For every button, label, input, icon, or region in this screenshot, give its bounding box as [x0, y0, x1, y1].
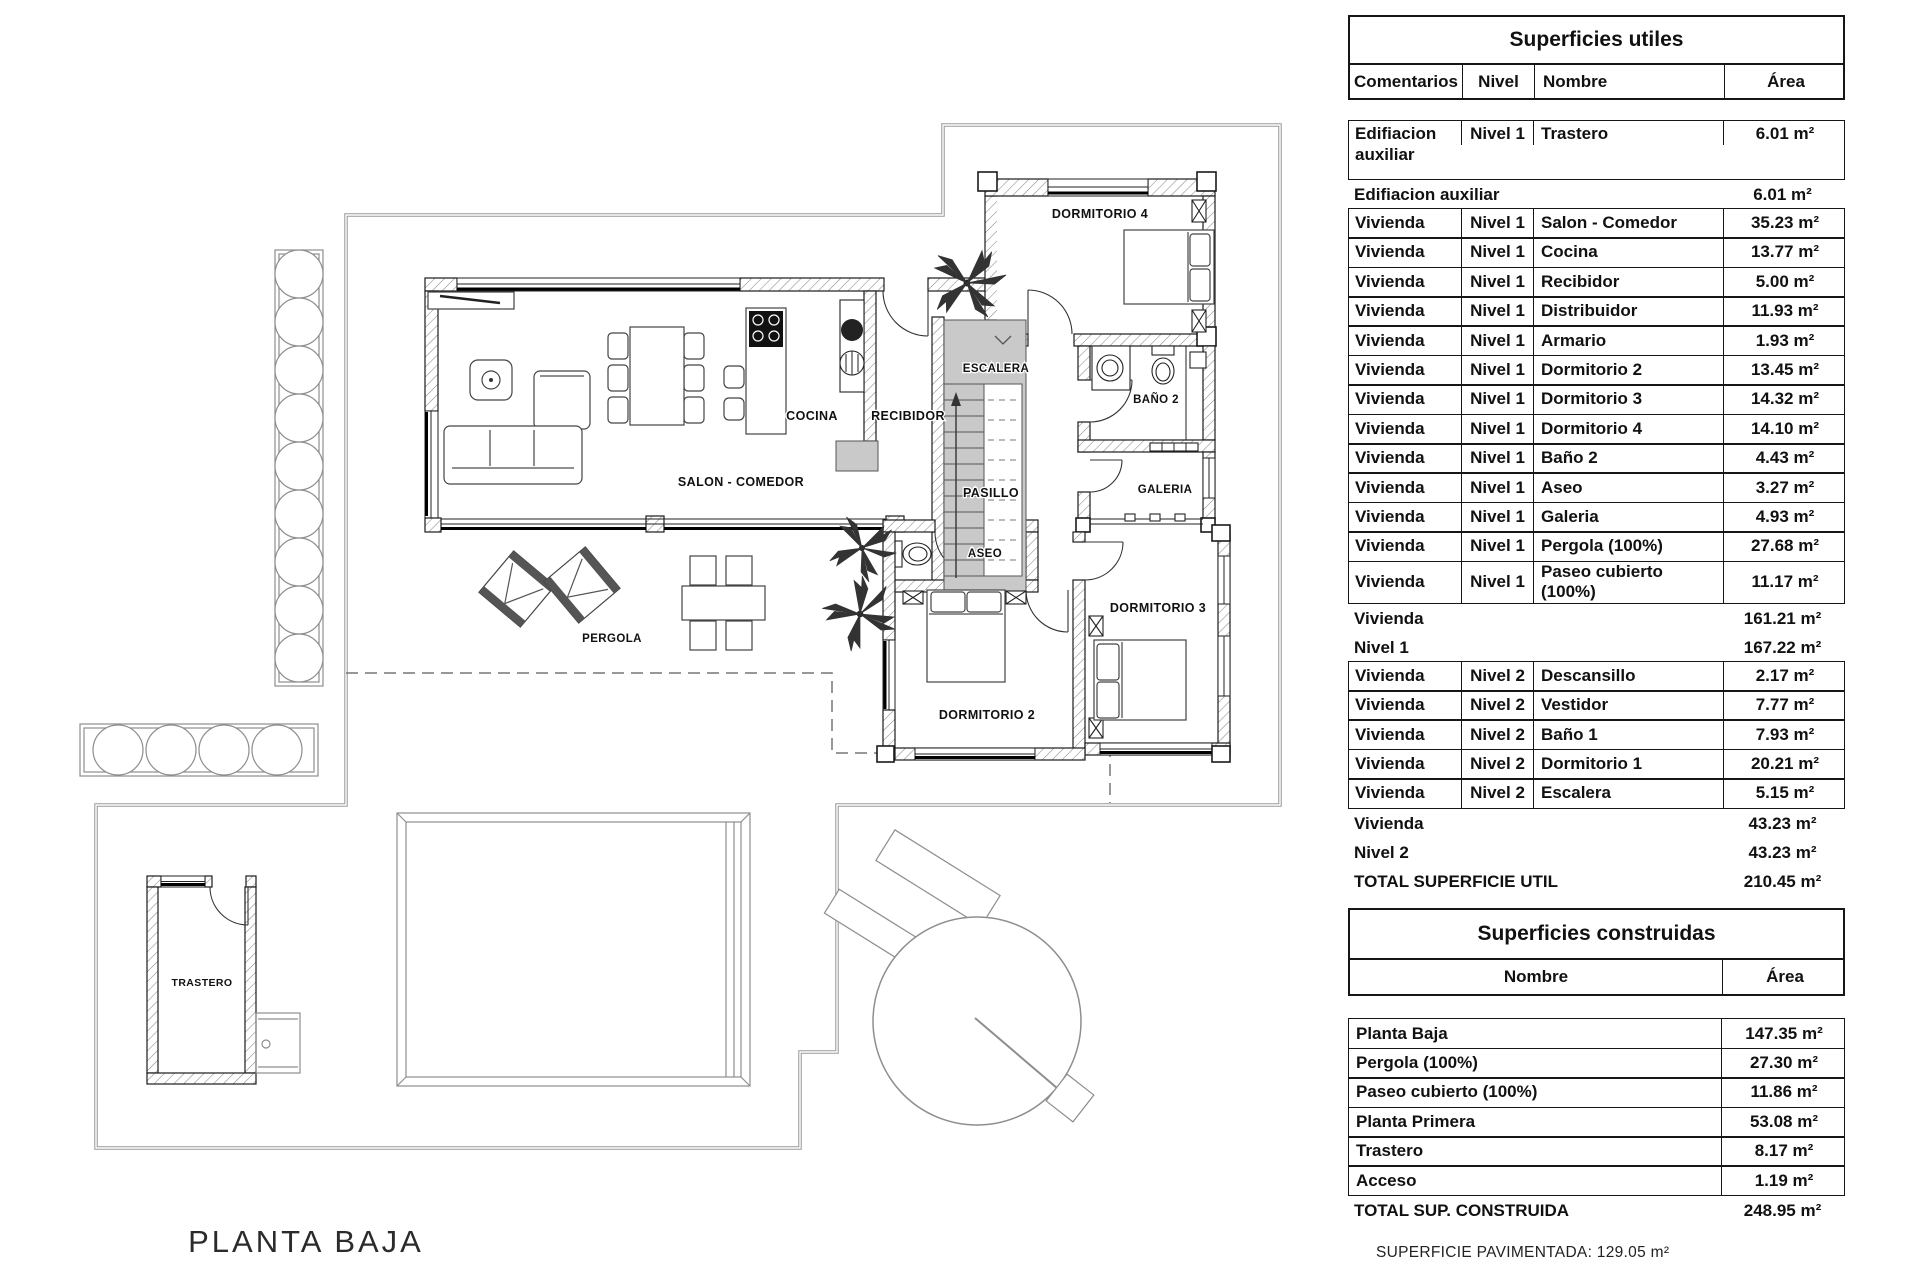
- col-comentarios: Comentarios: [1354, 71, 1458, 91]
- table-row: Trastero 8.17 m²: [1348, 1136, 1845, 1167]
- table-row: Acceso 1.19 m²: [1348, 1165, 1845, 1196]
- table-row: Vivienda Nivel 1 Dormitorio 3 14.32 m²: [1348, 384, 1845, 415]
- col-area: Área: [1722, 960, 1847, 994]
- subtotal-row: Nivel 2 43.23 m²: [1354, 842, 1817, 862]
- table-row: Vivienda Nivel 1 Baño 2 4.43 m²: [1348, 443, 1845, 474]
- table-row: Vivienda Nivel 2 Vestidor 7.77 m²: [1348, 690, 1845, 721]
- room-label: ASEO: [967, 548, 1003, 560]
- table-title: Superficies construidas: [1348, 908, 1845, 960]
- table-row: Vivienda Nivel 2 Dormitorio 1 20.21 m²: [1348, 749, 1845, 780]
- table-row: Vivienda Nivel 1 Galeria 4.93 m²: [1348, 502, 1845, 533]
- room-label: RECIBIDOR: [871, 409, 945, 423]
- table-row: Vivienda Nivel 2 Baño 1 7.93 m²: [1348, 719, 1845, 750]
- subtotal-row: Nivel 1 167.22 m²: [1354, 637, 1822, 657]
- total-row: TOTAL SUP. CONSTRUIDA 248.95 m²: [1354, 1200, 1822, 1220]
- table-row: Vivienda Nivel 1 Armario 1.93 m²: [1348, 325, 1845, 356]
- table-superficies-construidas: [1348, 908, 1845, 1225]
- room-label: COCINA: [786, 409, 838, 423]
- col-area: Área: [1724, 65, 1847, 98]
- table-row: Pergola (100%) 27.30 m²: [1348, 1048, 1845, 1079]
- house-walls: [425, 196, 998, 600]
- subtotal-row: Vivienda 161.21 m²: [1354, 608, 1822, 628]
- room-label: BAÑO 2: [1133, 394, 1179, 406]
- table-row: Vivienda Nivel 1 Recibidor 5.00 m²: [1348, 267, 1845, 298]
- room-label: GALERIA: [1137, 484, 1193, 496]
- room-label: PLANTA BAJA: [188, 1224, 424, 1259]
- room-label: PASILLO: [962, 486, 1020, 500]
- col-nombre: Nombre: [1534, 65, 1724, 98]
- table-rows: [1348, 120, 1845, 896]
- table-title: Superficies utiles: [1348, 15, 1845, 65]
- room-label: PERGOLA: [582, 633, 642, 645]
- table-header: [1348, 65, 1845, 100]
- room-label: SALON - COMEDOR: [677, 475, 805, 489]
- room-label: ESCALERA: [962, 363, 1030, 375]
- table-header: [1348, 960, 1845, 996]
- room-label: DORMITORIO 3: [1109, 601, 1207, 615]
- table-superficies-utiles: [1348, 15, 1845, 896]
- table-row: Vivienda Nivel 1 Cocina 13.77 m²: [1348, 237, 1845, 268]
- room-label: DORMITORIO 2: [938, 708, 1036, 722]
- table-row: Vivienda Nivel 1 Pergola (100%) 27.68 m²: [1348, 531, 1845, 562]
- table-row: Vivienda Nivel 1 Dormitorio 2 13.45 m²: [1348, 355, 1845, 386]
- pool: [397, 813, 750, 1086]
- subtotal-row: Edifiacion auxiliar 6.01 m²: [1354, 184, 1812, 204]
- table-row: Vivienda Nivel 1 Dormitorio 4 14.10 m²: [1348, 414, 1845, 445]
- table-row: Vivienda Nivel 1 Distribuidor 11.93 m²: [1348, 296, 1845, 327]
- tree-strip-horizontal: [80, 724, 318, 776]
- tree-strip-vertical: [275, 250, 323, 686]
- room-label: TRASTERO: [171, 977, 233, 989]
- table-row: Vivienda Nivel 2 Descansillo 2.17 m²: [1348, 661, 1845, 692]
- room-label: DORMITORIO 4: [1051, 207, 1149, 221]
- subtotal-row: Vivienda 43.23 m²: [1354, 813, 1817, 833]
- round-patio: [824, 830, 1093, 1125]
- table-row: Planta Primera 53.08 m²: [1348, 1107, 1845, 1138]
- paved-surface-note: SUPERFICIE PAVIMENTADA: 129.05 m²: [1376, 1244, 1670, 1261]
- table-rows: [1348, 1018, 1845, 1225]
- table-row: Edifiacion auxiliar Nivel 1 Trastero 6.01 m²: [1348, 120, 1845, 180]
- table-row: Vivienda Nivel 1 Aseo 3.27 m²: [1348, 472, 1845, 503]
- table-row: Vivienda Nivel 2 Escalera 5.15 m²: [1348, 778, 1845, 809]
- col-nivel: Nivel: [1462, 65, 1534, 98]
- table-row: Paseo cubierto (100%) 11.86 m²: [1348, 1077, 1845, 1108]
- total-row: TOTAL SUPERFICIE UTIL 210.45 m²: [1354, 871, 1822, 891]
- table-row: Vivienda Nivel 1 Paseo cubierto (100%) 11.17 m²: [1348, 561, 1845, 604]
- table-row: Planta Baja 147.35 m²: [1348, 1018, 1845, 1049]
- table-row: Vivienda Nivel 1 Salon - Comedor 35.23 m²: [1348, 208, 1845, 239]
- col-nombre: Nombre: [1503, 967, 1569, 986]
